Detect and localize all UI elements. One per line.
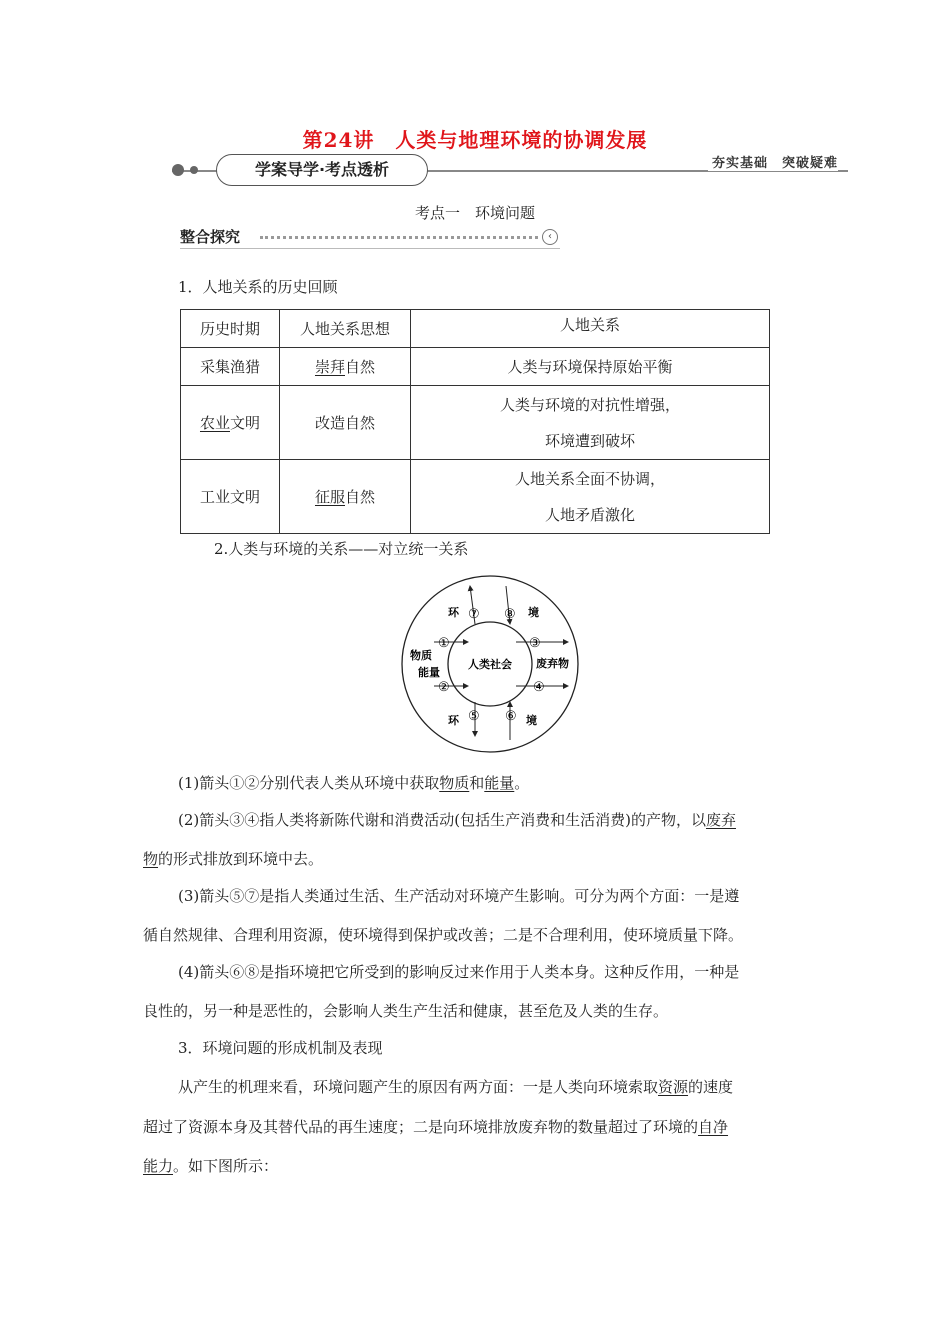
page-title: 第24讲 人类与地理环境的协调发展 bbox=[302, 128, 648, 152]
table-cell: 改造自然 bbox=[280, 386, 411, 460]
table-cell-line: 人类与环境的对抗性增强， bbox=[499, 395, 680, 414]
center-label: 人类社会 bbox=[468, 658, 512, 671]
table-cell-text: 自然 bbox=[345, 358, 376, 376]
underlined-answer: 能量 bbox=[484, 774, 515, 792]
history-table bbox=[180, 309, 770, 534]
divider bbox=[180, 248, 560, 249]
text: (1)箭头①②分别代表人类从环境中获取 bbox=[178, 774, 440, 792]
paragraph-3-line-1: (3)箭头⑤⑦是指人类通过生活、生产活动对环境产生影响。可分为两个方面：一是遵 bbox=[178, 887, 740, 905]
arrow-number: ③ bbox=[529, 636, 541, 651]
underlined-answer: 废弃 bbox=[705, 811, 736, 829]
underlined-answer: 自净 bbox=[698, 1118, 729, 1136]
banner-label: 学案导学·考点透析 bbox=[216, 154, 428, 186]
section-banner bbox=[172, 150, 848, 190]
text: 超过了资源本身及其替代品的再生速度；二是向环境排放废弃物的数量超过了环境的 bbox=[143, 1118, 699, 1136]
text: 。如下图所示： bbox=[173, 1157, 279, 1175]
env-label: 境 bbox=[528, 606, 539, 619]
paragraph-4-line-1: (4)箭头⑥⑧是指环境把它所受到的影响反过来作用于人类本身。这种反作用，一种是 bbox=[178, 963, 740, 981]
section3-heading: 3．环境问题的形成机制及表现 bbox=[178, 1039, 383, 1057]
integration-header bbox=[180, 226, 560, 248]
underlined-answer: 征服 bbox=[314, 488, 345, 506]
section2-heading: 2.人类与环境的关系——对立统一关系 bbox=[214, 540, 469, 558]
text: 从产生的机理来看，环境问题产生的原因有两方面：一是人类向环境索取 bbox=[178, 1078, 659, 1096]
table-cell-text: 自然 bbox=[345, 488, 376, 506]
table-header-row bbox=[181, 310, 770, 348]
table-cell-line: 人地关系全面不协调， bbox=[514, 469, 665, 488]
topic-heading: 考点一 环境问题 bbox=[414, 204, 535, 222]
table-row bbox=[181, 348, 770, 386]
paragraph-2-line-1 bbox=[178, 810, 736, 830]
section1-heading: 1．人地关系的历史回顾 bbox=[178, 278, 338, 296]
table-cell: 工业文明 bbox=[181, 460, 280, 534]
banner-dot-icon bbox=[172, 164, 184, 176]
paragraph-1 bbox=[178, 773, 529, 793]
arrow-number: ⑦ bbox=[468, 607, 480, 622]
underlined-answer: 能力 bbox=[143, 1157, 174, 1175]
env-label: 境 bbox=[526, 714, 537, 727]
arrow-number: ⑤ bbox=[468, 709, 480, 724]
env-label: 环 bbox=[448, 714, 459, 727]
table-cell: 人类与环境保持原始平衡 bbox=[411, 348, 770, 386]
arrow-number: ② bbox=[438, 680, 450, 695]
table-cell bbox=[280, 348, 411, 386]
env-label: 环 bbox=[448, 606, 459, 619]
matter-label: 物质 bbox=[410, 649, 432, 662]
underlined-answer: 物质 bbox=[439, 774, 470, 792]
table-header-cell: 历史时期 bbox=[181, 310, 280, 348]
energy-label: 能量 bbox=[418, 666, 440, 679]
chevron-left-icon: ‹ bbox=[542, 229, 558, 245]
paragraph-2-line-2 bbox=[143, 849, 323, 869]
section3-line-3 bbox=[143, 1156, 278, 1176]
table-cell-line: 人地矛盾激化 bbox=[544, 505, 635, 524]
table-cell bbox=[411, 460, 770, 534]
table-cell: 采集渔猎 bbox=[181, 348, 280, 386]
arrow-number: ④ bbox=[533, 680, 545, 695]
table-row bbox=[181, 386, 770, 460]
banner-dot-small-icon bbox=[190, 166, 198, 174]
dotted-line bbox=[260, 236, 538, 239]
underlined-answer: 物 bbox=[143, 850, 159, 868]
table-cell-line: 环境遭到破坏 bbox=[544, 431, 635, 450]
text: 。 bbox=[514, 774, 530, 792]
banner-right-label: 夯实基础 突破疑难 bbox=[708, 152, 838, 171]
table-cell-text: 文明 bbox=[230, 414, 261, 432]
underlined-answer: 崇拜 bbox=[314, 358, 345, 376]
underlined-answer: 资源 bbox=[658, 1078, 689, 1096]
arrow-number: ⑥ bbox=[505, 709, 517, 724]
integration-label: 整合探究 bbox=[180, 228, 241, 246]
table-cell bbox=[280, 460, 411, 534]
arrow-number: ① bbox=[438, 636, 450, 651]
section3-line-2 bbox=[143, 1117, 728, 1137]
paragraph-4-line-2: 良性的，另一种是恶性的，会影响人类生产生活和健康，甚至危及人类的生存。 bbox=[143, 1002, 669, 1020]
paragraph-3-line-2: 循自然规律、合理利用资源，使环境得到保护或改善；二是不合理利用，使环境质量下降。 bbox=[143, 926, 744, 944]
text: (2)箭头③④指人类将新陈代谢和消费活动(包括生产消费和生活消费)的产物，以 bbox=[178, 811, 706, 829]
text: 的速度 bbox=[688, 1078, 734, 1096]
text: 的形式排放到环境中去。 bbox=[158, 850, 324, 868]
arrow-number: ⑧ bbox=[504, 607, 516, 622]
underlined-answer: 农业 bbox=[199, 414, 230, 432]
waste-label: 废弃物 bbox=[536, 657, 569, 670]
table-cell bbox=[411, 386, 770, 460]
text: 和 bbox=[469, 774, 485, 792]
table-cell bbox=[181, 386, 280, 460]
human-environment-diagram bbox=[398, 572, 582, 756]
table-header-cell: 人地关系思想 bbox=[280, 310, 411, 348]
table-header-cell: 人地关系 bbox=[411, 310, 770, 348]
section3-line-1 bbox=[178, 1077, 733, 1097]
table-row bbox=[181, 460, 770, 534]
